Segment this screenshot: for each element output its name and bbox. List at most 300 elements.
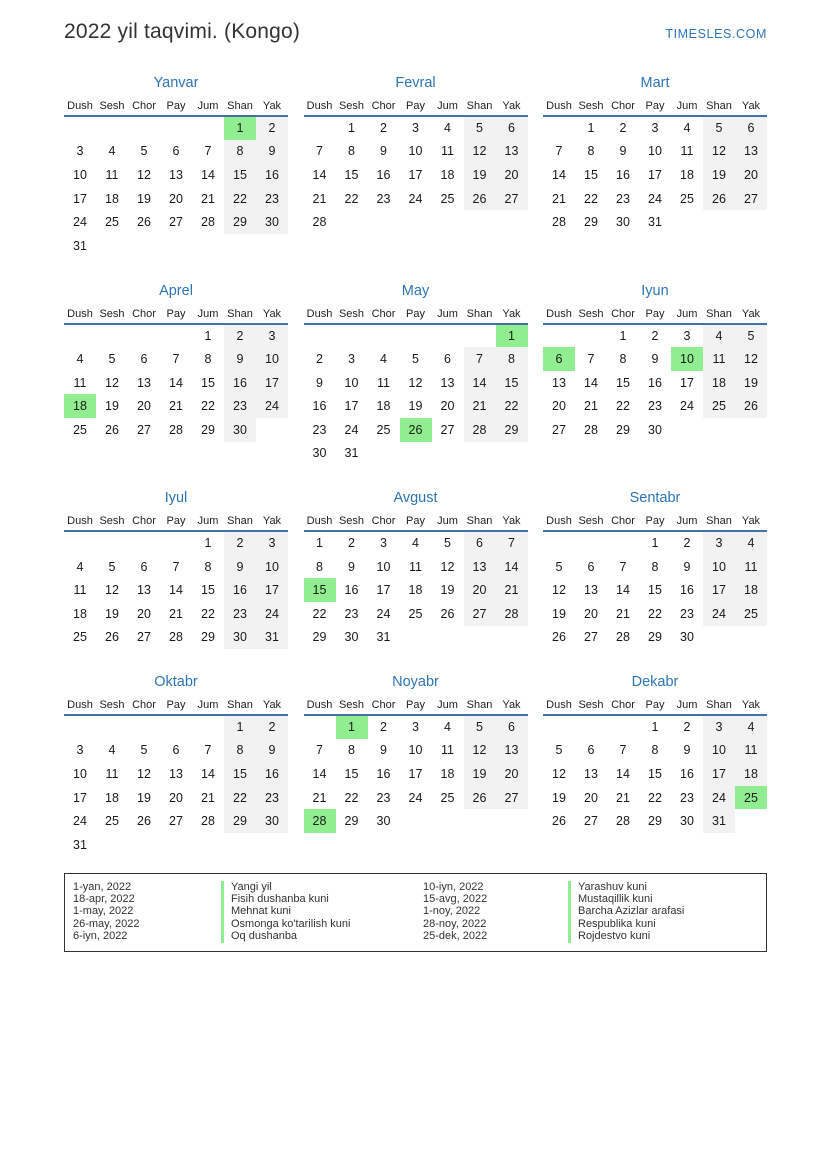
- day-cell: 9: [224, 347, 256, 371]
- week-row: [304, 739, 528, 763]
- weekday-label: Jum: [437, 515, 458, 528]
- day-cell: 23: [312, 422, 327, 437]
- day-cell: 13: [496, 739, 528, 763]
- day-cell: 24: [648, 191, 662, 206]
- empty-day-cell: [432, 324, 464, 348]
- day-cell: 4: [108, 144, 116, 159]
- weekday-row: [543, 96, 767, 116]
- weekday-label: Dush: [546, 699, 572, 712]
- day-cell: 5: [140, 743, 148, 758]
- day-cell: 11: [73, 583, 87, 598]
- day-cell: 29: [224, 210, 256, 234]
- week-row: [64, 809, 288, 833]
- day-cell: 8: [204, 559, 212, 574]
- day-cell: 5: [555, 743, 563, 758]
- day-cell: 16: [344, 583, 359, 598]
- day-cell: 31: [344, 446, 359, 461]
- day-cell: 17: [408, 167, 423, 182]
- weekday-row: [543, 511, 767, 531]
- weekday-label: Chor: [611, 307, 635, 320]
- day-cell: 24: [408, 191, 423, 206]
- day-cell: 23: [680, 790, 694, 805]
- empty-day-cell: [64, 324, 96, 348]
- page-title: 2022 yil taqvimi. (Kongo): [64, 20, 301, 43]
- day-cell: 21: [496, 578, 528, 602]
- month-block: [304, 674, 528, 857]
- month-days: [64, 715, 288, 857]
- day-cell: 7: [316, 144, 323, 159]
- day-cell: 14: [169, 583, 183, 598]
- day-cell: 21: [616, 606, 630, 621]
- day-cell: 20: [440, 399, 455, 414]
- day-cell: 23: [648, 399, 662, 414]
- day-cell: 17: [703, 762, 735, 786]
- month-title: Yanvar: [153, 75, 199, 91]
- weekday-label: Shan: [706, 100, 732, 112]
- month-days: [543, 531, 767, 649]
- day-cell: 24: [680, 399, 694, 414]
- day-cell: 27: [735, 187, 767, 211]
- day-cell: 4: [444, 121, 451, 136]
- week-row: [64, 163, 288, 187]
- weekday-label: Jum: [437, 100, 458, 112]
- legend-dates-col-1: [73, 881, 221, 943]
- empty-day-cell: [368, 210, 400, 234]
- day-cell: 25: [73, 630, 87, 645]
- day-cell: 13: [735, 140, 767, 164]
- weekday-header: [64, 304, 288, 324]
- weekday-label: Chor: [611, 699, 635, 712]
- weekday-label: Yak: [741, 307, 761, 320]
- day-cell: 22: [648, 606, 662, 621]
- weekday-label: Chor: [371, 100, 396, 112]
- weekday-label: Jum: [197, 515, 219, 528]
- day-cell: 1: [651, 720, 659, 735]
- weekday-label: Shan: [706, 515, 732, 528]
- day-cell: 20: [584, 790, 598, 805]
- month-block: [64, 75, 288, 258]
- day-cell: 6: [587, 559, 595, 574]
- legend-date: 25-dek, 2022: [423, 930, 488, 943]
- day-cell: 11: [377, 375, 390, 390]
- weekday-label: Chor: [611, 515, 635, 528]
- day-cell: 2: [224, 531, 256, 555]
- day-cell: 25: [440, 790, 455, 805]
- day-cell: 29: [344, 814, 359, 829]
- empty-day-cell: [96, 715, 128, 739]
- day-cell: 29: [496, 418, 528, 442]
- day-cell: 3: [703, 531, 735, 555]
- holiday-legend: [64, 873, 767, 952]
- week-row: [543, 347, 767, 371]
- day-cell: 13: [169, 167, 183, 182]
- day-cell: 22: [224, 187, 256, 211]
- day-cell: 17: [648, 167, 662, 182]
- day-cell: 31: [376, 630, 391, 645]
- weekday-label: Sesh: [338, 699, 365, 712]
- day-cell: 20: [169, 191, 183, 206]
- day-cell: 7: [619, 743, 627, 758]
- day-cell: 22: [201, 606, 215, 621]
- day-cell: 13: [552, 375, 566, 390]
- day-cell: 25: [680, 191, 694, 206]
- day-cell: 22: [344, 191, 359, 206]
- day-cell: 18: [735, 578, 767, 602]
- day-cell: 27: [464, 602, 496, 626]
- month-table: [543, 304, 767, 442]
- month-title: Sentabr: [629, 490, 681, 507]
- month-days: [304, 324, 528, 466]
- week-row: [64, 210, 288, 234]
- day-cell: 24: [73, 814, 87, 829]
- weekday-header: [543, 695, 767, 715]
- weekday-label: Jum: [676, 699, 698, 712]
- weekday-row: [64, 304, 288, 324]
- day-cell: 30: [680, 814, 694, 829]
- weekday-label: Shan: [466, 100, 493, 112]
- day-cell: 5: [108, 559, 116, 574]
- day-cell: 3: [412, 720, 419, 735]
- day-cell: 2: [683, 720, 691, 735]
- week-row: [64, 762, 288, 786]
- empty-day-cell: [432, 809, 464, 833]
- empty-day-cell: [256, 418, 288, 442]
- day-cell: 26: [464, 786, 496, 810]
- day-cell: 14: [616, 767, 630, 782]
- week-row: [304, 442, 528, 466]
- day-cell: 23: [376, 191, 391, 206]
- day-cell: 14: [464, 371, 496, 395]
- day-cell: 13: [137, 375, 151, 390]
- day-cell: 14: [169, 375, 183, 390]
- day-cell: 12: [552, 583, 566, 598]
- empty-day-cell: [192, 234, 224, 258]
- day-cell: 6: [172, 743, 180, 758]
- day-cell: 31: [73, 238, 87, 253]
- day-cell: 9: [380, 743, 387, 758]
- day-cell: 4: [412, 536, 419, 551]
- week-row: [304, 371, 528, 395]
- week-row: [64, 140, 288, 164]
- weekday-label: Sesh: [99, 307, 125, 320]
- weekday-label: Yak: [741, 515, 761, 528]
- empty-day-cell: [304, 116, 336, 140]
- day-cell: 3: [76, 743, 84, 758]
- week-row: [64, 347, 288, 371]
- weekday-label: Pay: [406, 307, 425, 320]
- day-cell: 16: [312, 399, 327, 414]
- month-table: [64, 96, 288, 258]
- empty-day-cell: [703, 210, 735, 234]
- weekday-row: [543, 695, 767, 715]
- day-cell: 23: [224, 602, 256, 626]
- empty-day-cell: [400, 809, 432, 833]
- weekday-label: Chor: [132, 100, 156, 112]
- day-cell: 26: [703, 187, 735, 211]
- day-cell: 29: [201, 630, 215, 645]
- day-cell: 27: [169, 215, 183, 230]
- day-cell: 13: [464, 555, 496, 579]
- weekday-label: Sesh: [338, 307, 365, 320]
- empty-day-cell: [96, 234, 128, 258]
- day-cell: 8: [651, 559, 659, 574]
- empty-day-cell: [735, 418, 767, 442]
- day-cell: 17: [256, 578, 288, 602]
- weekday-label: Yak: [262, 100, 282, 112]
- weekday-row: [304, 511, 528, 531]
- weekday-label: Dush: [67, 307, 93, 320]
- day-cell: 3: [380, 536, 387, 551]
- day-cell: 17: [703, 578, 735, 602]
- legend-date: 1-may, 2022: [73, 905, 134, 918]
- week-row: [304, 626, 528, 650]
- day-cell: 27: [440, 422, 455, 437]
- week-row: [304, 809, 528, 833]
- empty-day-cell: [496, 442, 528, 466]
- day-cell: 2: [683, 536, 691, 551]
- empty-day-cell: [464, 626, 496, 650]
- day-cell: 16: [376, 167, 391, 182]
- day-cell: 21: [201, 790, 215, 805]
- day-cell: 30: [616, 215, 630, 230]
- day-cell: 12: [552, 767, 566, 782]
- day-cell: 12: [440, 559, 455, 574]
- day-cell: 19: [464, 762, 496, 786]
- week-row: [64, 626, 288, 650]
- weekday-label: Jum: [437, 699, 458, 712]
- day-cell: 5: [412, 351, 419, 366]
- day-cell: 18: [440, 767, 455, 782]
- day-cell: 5: [464, 116, 496, 140]
- day-cell: 7: [204, 743, 212, 758]
- day-cell: 21: [312, 191, 327, 206]
- day-cell: 8: [316, 559, 323, 574]
- day-cell: 25: [376, 422, 391, 437]
- day-cell: 12: [105, 375, 119, 390]
- day-cell: 8: [619, 351, 627, 366]
- empty-day-cell: [496, 210, 528, 234]
- day-cell: 8: [587, 144, 595, 159]
- weekday-label: Dush: [306, 307, 333, 320]
- day-cell: 14: [616, 583, 630, 598]
- empty-day-cell: [336, 210, 368, 234]
- week-row: [64, 418, 288, 442]
- weekday-label: Shan: [466, 699, 493, 712]
- empty-day-cell: [703, 626, 735, 650]
- week-row: [64, 739, 288, 763]
- weekday-label: Shan: [227, 100, 253, 112]
- legend-dates-col-2: [423, 881, 568, 943]
- empty-day-cell: [128, 324, 160, 348]
- day-cell: 3: [651, 121, 659, 136]
- day-cell: 16: [680, 583, 694, 598]
- day-cell: 26: [735, 394, 767, 418]
- week-row: [64, 371, 288, 395]
- day-cell: 26: [464, 187, 496, 211]
- day-cell: 26: [440, 606, 455, 621]
- empty-day-cell: [496, 626, 528, 650]
- day-cell: 29: [312, 630, 327, 645]
- weekday-label: Jum: [676, 307, 698, 320]
- day-cell: 15: [616, 375, 630, 390]
- empty-day-cell: [575, 715, 607, 739]
- empty-day-cell: [543, 715, 575, 739]
- legend-holiday-name: Yarashuv kuni: [568, 881, 760, 893]
- week-row: [543, 394, 767, 418]
- legend-holiday-name: Osmonga ko'tarilish kuni: [221, 918, 423, 930]
- day-cell: 2: [380, 121, 387, 136]
- empty-day-cell: [160, 531, 192, 555]
- empty-day-cell: [192, 715, 224, 739]
- empty-day-cell: [735, 809, 767, 833]
- weekday-label: Sesh: [99, 699, 125, 712]
- day-cell: 25: [105, 215, 119, 230]
- empty-day-cell: [703, 418, 735, 442]
- weekday-label: Jum: [197, 699, 219, 712]
- day-cell: 14: [552, 167, 566, 182]
- day-cell: 19: [137, 191, 151, 206]
- day-cell: 7: [204, 144, 212, 159]
- day-cell: 9: [256, 739, 288, 763]
- week-row: [543, 116, 767, 140]
- weekday-header: [304, 304, 528, 324]
- day-cell: 12: [105, 583, 119, 598]
- day-cell: 16: [376, 767, 391, 782]
- day-cell: 13: [584, 767, 598, 782]
- day-cell: 27: [169, 814, 183, 829]
- day-cell: 10: [408, 743, 423, 758]
- day-cell: 19: [464, 163, 496, 187]
- day-cell: 21: [312, 790, 327, 805]
- weekday-label: Sesh: [338, 100, 365, 112]
- day-cell: 2: [224, 324, 256, 348]
- weekday-label: Jum: [676, 100, 698, 112]
- weekday-label: Jum: [437, 307, 458, 320]
- week-row: [543, 602, 767, 626]
- month-table: [543, 96, 767, 234]
- legend-date: 6-iyn, 2022: [73, 930, 128, 943]
- empty-day-cell: [543, 531, 575, 555]
- day-cell: 4: [108, 743, 116, 758]
- week-row: [64, 715, 288, 739]
- empty-day-cell: [304, 715, 336, 739]
- day-cell: 28: [616, 630, 630, 645]
- day-cell: 24: [703, 602, 735, 626]
- month-block: [64, 283, 288, 466]
- day-cell: 1: [348, 121, 355, 136]
- empty-day-cell: [464, 442, 496, 466]
- day-cell: 4: [380, 351, 387, 366]
- day-cell: 2: [651, 328, 659, 343]
- week-row: [543, 140, 767, 164]
- weekday-header: [64, 96, 288, 116]
- empty-day-cell: [224, 833, 256, 857]
- weekday-label: Jum: [676, 515, 698, 528]
- day-cell: 10: [73, 767, 87, 782]
- day-cell: 11: [441, 144, 454, 159]
- day-cell: 27: [584, 814, 598, 829]
- day-cell: 1: [651, 536, 659, 551]
- page-header: [64, 20, 767, 44]
- day-cell: 25: [73, 422, 87, 437]
- weekday-label: Pay: [166, 100, 186, 112]
- day-cell: 10: [73, 167, 87, 182]
- week-row: [543, 555, 767, 579]
- site-link[interactable]: TIMESLES.COM: [665, 27, 767, 41]
- day-cell: 22: [648, 790, 662, 805]
- day-cell: 2: [380, 720, 387, 735]
- week-row: [543, 187, 767, 211]
- day-cell: 1: [224, 715, 256, 739]
- week-row: [304, 531, 528, 555]
- day-cell: 24: [256, 602, 288, 626]
- empty-day-cell: [432, 626, 464, 650]
- empty-day-cell: [336, 324, 368, 348]
- day-cell: 26: [105, 422, 119, 437]
- day-cell: 28: [312, 215, 327, 230]
- day-cell: 10: [671, 347, 703, 371]
- empty-day-cell: [671, 418, 703, 442]
- month-title: May: [401, 282, 430, 299]
- day-cell: 20: [735, 163, 767, 187]
- day-cell: 29: [648, 630, 662, 645]
- empty-day-cell: [64, 531, 96, 555]
- day-cell: 12: [464, 739, 496, 763]
- weekday-label: Sesh: [578, 100, 604, 112]
- day-cell: 16: [256, 762, 288, 786]
- day-cell: 21: [552, 191, 566, 206]
- empty-day-cell: [575, 324, 607, 348]
- day-cell: 4: [76, 351, 84, 366]
- weekday-label: Pay: [166, 515, 186, 528]
- empty-day-cell: [432, 210, 464, 234]
- day-cell: 11: [735, 739, 767, 763]
- day-cell: 5: [735, 324, 767, 348]
- weekday-label: Shan: [466, 307, 493, 320]
- day-cell: 6: [140, 351, 148, 366]
- day-cell: 24: [376, 606, 391, 621]
- day-cell: 6: [464, 531, 496, 555]
- week-row: [543, 715, 767, 739]
- day-cell: 19: [105, 399, 119, 414]
- day-cell: 30: [648, 422, 662, 437]
- month-table: [64, 511, 288, 649]
- day-cell: 17: [408, 767, 423, 782]
- day-cell: 27: [584, 630, 598, 645]
- day-cell: 8: [348, 743, 355, 758]
- day-cell: 23: [376, 790, 391, 805]
- calendar-grid: [64, 75, 767, 857]
- empty-day-cell: [160, 715, 192, 739]
- day-cell: 20: [496, 163, 528, 187]
- weekday-label: Pay: [166, 307, 186, 320]
- legend-date: 1-noy, 2022: [423, 905, 481, 918]
- weekday-label: Pay: [645, 307, 665, 320]
- day-cell: 21: [169, 606, 183, 621]
- day-cell: 30: [256, 210, 288, 234]
- day-cell: 5: [703, 116, 735, 140]
- day-cell: 15: [201, 375, 215, 390]
- day-cell: 6: [735, 116, 767, 140]
- weekday-label: Chor: [132, 307, 156, 320]
- day-cell: 26: [137, 814, 151, 829]
- empty-day-cell: [400, 442, 432, 466]
- weekday-label: Dush: [306, 699, 333, 712]
- empty-day-cell: [192, 116, 224, 140]
- day-cell: 29: [224, 809, 256, 833]
- weekday-label: Dush: [306, 515, 333, 528]
- day-cell: 18: [105, 790, 119, 805]
